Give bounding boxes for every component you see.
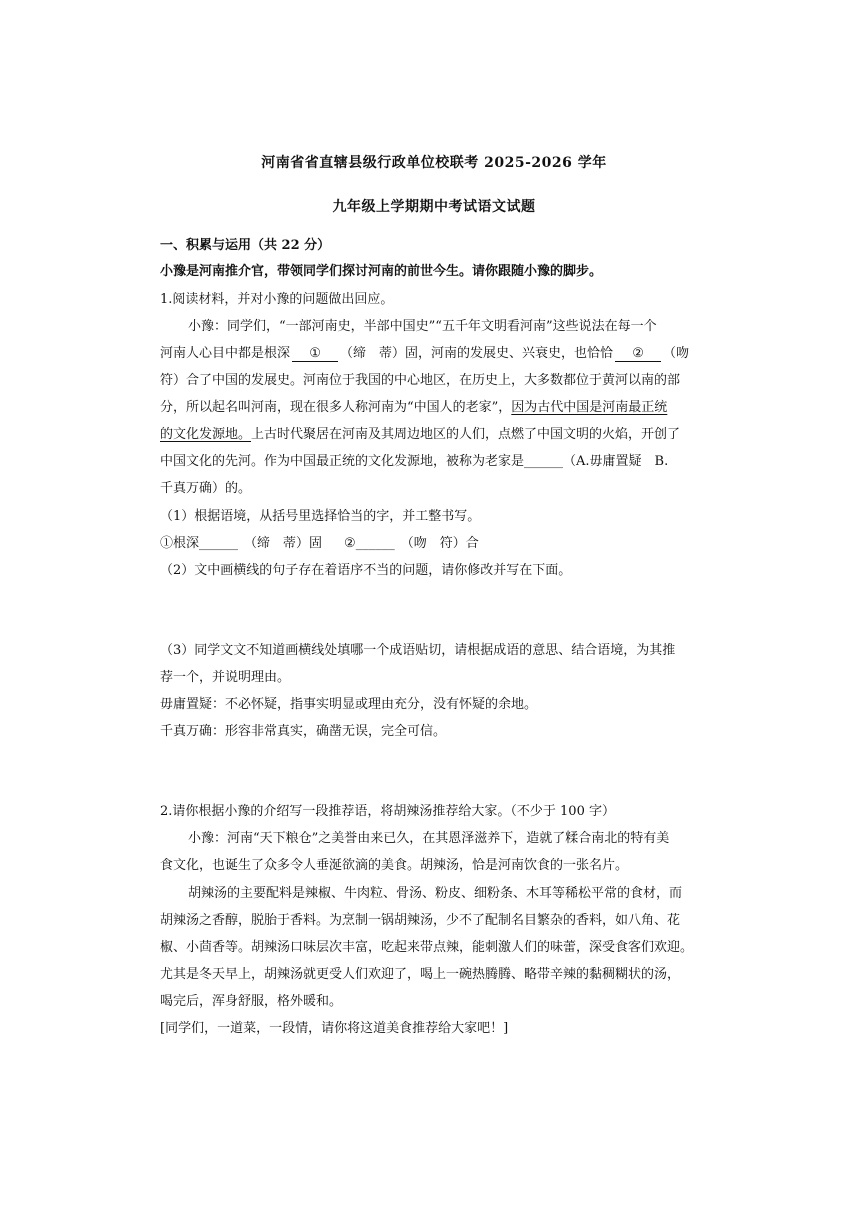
answer-blank-1: ______ (199, 536, 239, 551)
q1-passage-line1: 小豫：同学们，“一部河南史，半部中国史”“五千年文明看河南”这些说法在每一个 (188, 319, 657, 334)
q2-para2-line1: 胡辣汤的主要配料是辣椒、牛肉粒、骨汤、粉皮、细粉条、木耳等稀松平常的食材，而 (188, 886, 683, 901)
q1-passage-line4 (160, 398, 710, 418)
passage-text: （A.毋庸置疑 B. (563, 454, 669, 469)
question1-prompt: 1.阅读材料，并对小豫的问题做出回应。 (160, 292, 394, 307)
q2-para2-line5: 喝完后，浑身舒服，格外暖和。 (160, 994, 343, 1009)
q2-para2-line2: 胡辣汤之香醇，脱胎于香料。为烹制一锅胡辣汤，少不了配制名目繁杂的香料，如八角、花 (160, 913, 681, 928)
passage-text: （吻 (663, 346, 690, 361)
answer-options-1: （缔 蒂）固 (244, 536, 323, 551)
q1-passage-line6 (160, 452, 710, 472)
idiom-definition-1: 毋庸置疑：不必怀疑，指事实明显或理由充分，没有怀疑的余地。 (160, 697, 538, 712)
idiom-blank: ______ (524, 454, 564, 469)
answer-blank-2: ______ (355, 536, 395, 551)
q1-passage-line5 (160, 425, 710, 445)
q1-passage-line7: 千真万确）的。 (160, 481, 252, 496)
section1-heading: 一、积累与运用（共 22 分） (160, 238, 331, 253)
q2-para1-line1: 小豫：河南“天下粮仓”之美誉由来已久，在其恩泽滋养下，造就了糅合南北的特有美 (188, 831, 670, 846)
underlined-sentence: 因为古代中国是河南最正统 (511, 400, 668, 415)
q2-para1-line2: 食文化，也诞生了众多令人垂涎欲滴的美食。胡辣汤，恰是河南饮食的一张名片。 (160, 858, 629, 873)
answer-label-1: ①根深 (160, 536, 200, 551)
blank-2: ② (615, 346, 661, 362)
sub-question-3-line1: （3）同学文文不知道画横线处填哪一个成语贴切，请根据成语的意思、结合语境，为其推 (160, 643, 676, 658)
answer-options-2: （吻 符）合 (400, 536, 479, 551)
sub-question-1: （1）根据语境，从括号里选择恰当的字，并工整书写。 (160, 509, 481, 524)
underlined-sentence-end: 的文化发源地。 (160, 427, 252, 442)
exam-title-line1: 河南省省直辖县级行政单位校联考 2025-2026 学年 (261, 155, 607, 171)
passage-text: 中国文化的先河。作为中国最正统的文化发源地，被称为老家是 (160, 454, 525, 469)
passage-text: （缔 蒂）固，河南的发展史、兴衰史，也恰恰 (340, 346, 614, 361)
idiom-definition-2: 千真万确：形容非常真实，确凿无误，完全可信。 (160, 724, 447, 739)
question2-prompt: 2.请你根据小豫的介绍写一段推荐语，将胡辣汤推荐给大家。（不少于 100 字） (160, 804, 615, 819)
q2-closing: [同学们，一道菜，一段情，请你将这道美食推荐给大家吧！] (160, 1021, 509, 1036)
section-intro: 小豫是河南推介官，带领同学们探讨河南的前世今生。请你跟随小豫的脚步。 (160, 264, 603, 279)
q2-para2-line4: 尤其是冬天早上，胡辣汤就更受人们欢迎了，喝上一碗热腾腾、略带辛辣的黏稠糊状的汤， (160, 967, 681, 982)
passage-text: 河南人心目中都是根深 (160, 346, 291, 361)
q2-para2-line3: 椒、小茴香等。胡辣汤口味层次丰富，吃起来带点辣，能刺激人们的味蕾，深受食客们欢迎。 (160, 940, 694, 955)
sub-question-1-answers (160, 534, 710, 554)
passage-text: 分，所以起名叫河南，现在很多人称河南为“中国人的老家”， (160, 400, 512, 415)
sub-question-2: （2）文中画横线的句子存在着语序不当的问题，请你修改并写在下面。 (160, 563, 572, 578)
blank-1: ① (292, 346, 338, 362)
q1-passage-line2 (160, 344, 710, 364)
exam-title-line2: 九年级上学期期中考试语文试题 (332, 199, 536, 215)
q1-passage-line3: 符）合了中国的发展史。河南位于我国的中心地区，在历史上，大多数都位于黄河以南的部 (160, 373, 681, 388)
passage-text: 上古时代聚居在河南及其周边地区的人们，点燃了中国文明的火焰，开创了 (251, 427, 681, 442)
sub-question-3-line2: 荐一个，并说明理由。 (160, 670, 291, 685)
answer-label-2: ② (344, 536, 356, 551)
